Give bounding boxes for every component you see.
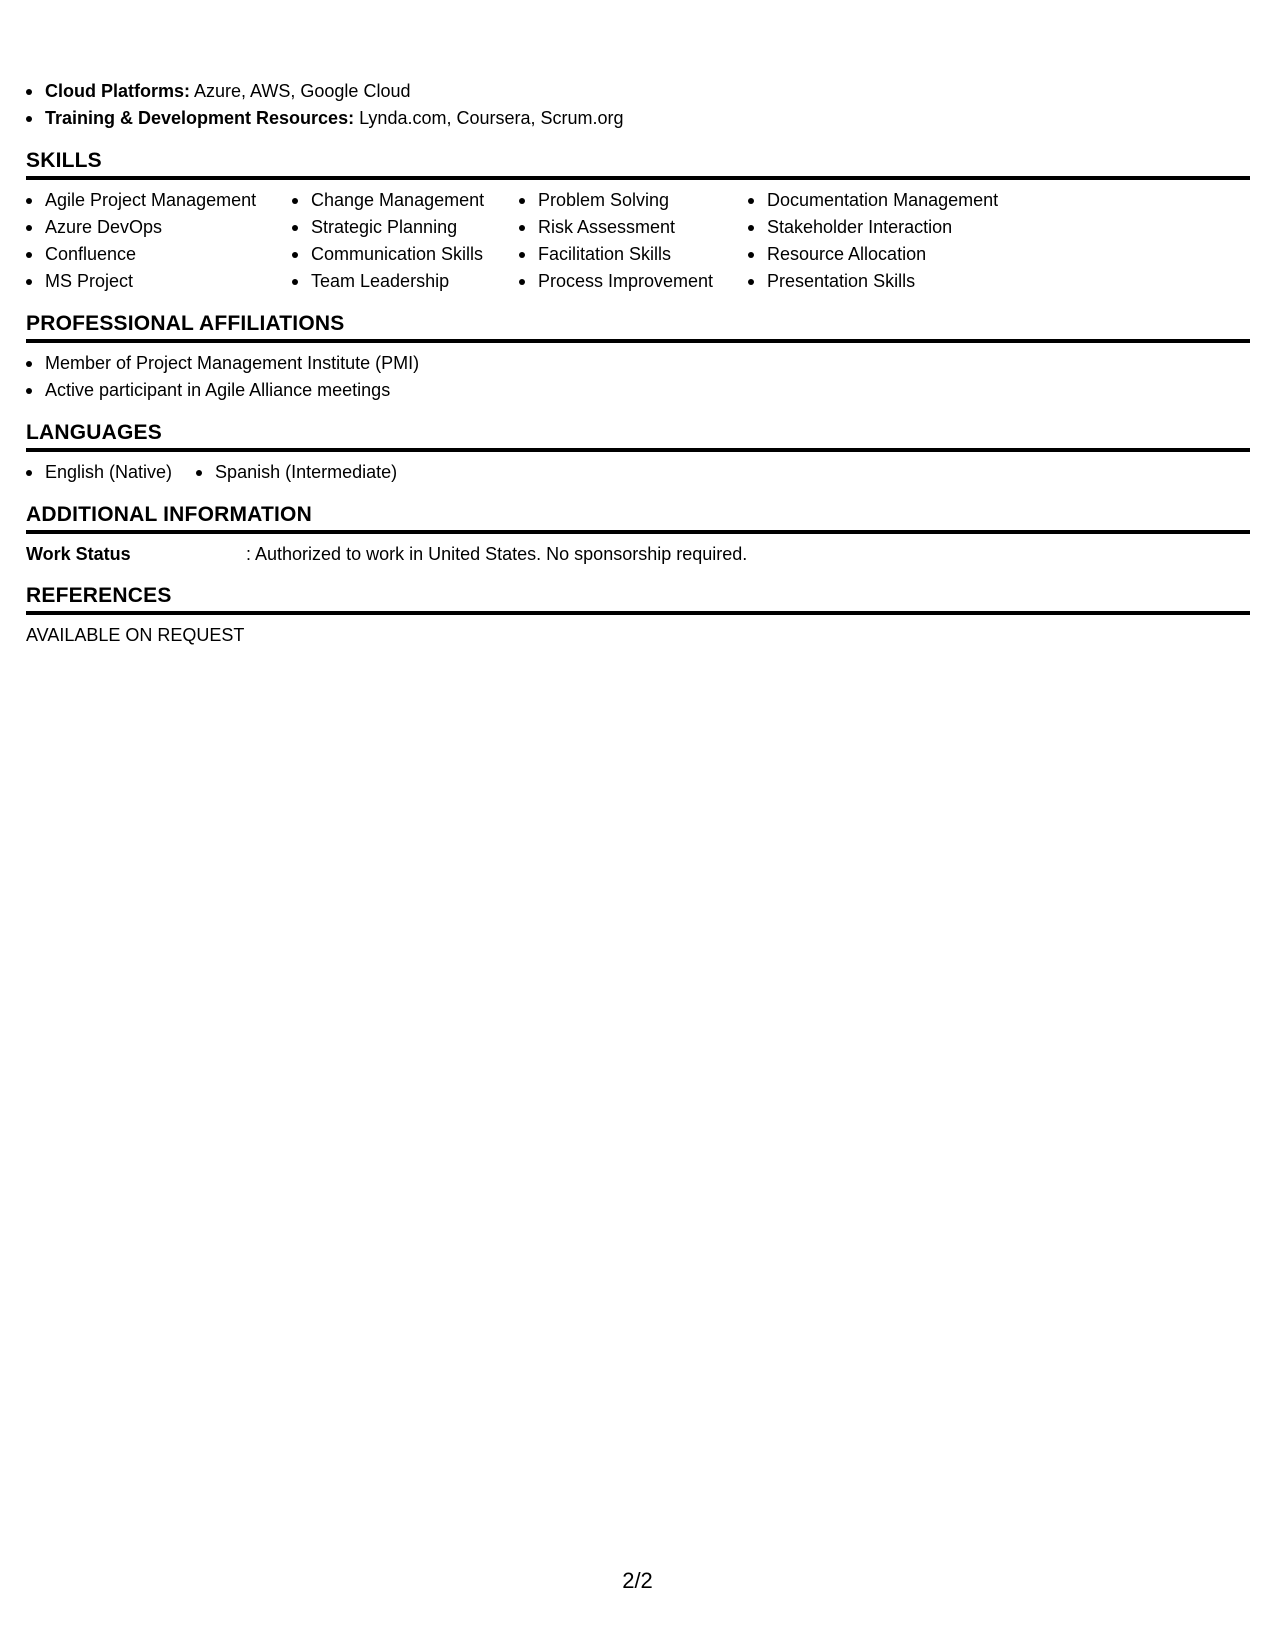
tools-list — [26, 78, 1250, 132]
skills-section — [26, 148, 1250, 295]
work-status-row — [26, 541, 1250, 567]
additional-info-heading: ADDITIONAL INFORMATION — [26, 502, 1250, 534]
skill-item: Facilitation Skills — [519, 241, 748, 268]
skills-column — [748, 187, 1028, 295]
affiliations-list — [26, 350, 1250, 404]
work-status-value: : Authorized to work in United States. No sponsorship required. — [246, 544, 748, 564]
skills-column — [26, 187, 292, 295]
languages-heading: LANGUAGES — [26, 420, 1250, 452]
skill-item: Resource Allocation — [748, 241, 1028, 268]
skills-column — [519, 187, 748, 295]
skill-item: Communication Skills — [292, 241, 519, 268]
additional-info-section — [26, 502, 1250, 567]
skill-item: Strategic Planning — [292, 214, 519, 241]
skill-item: Change Management — [292, 187, 519, 214]
language-item: English (Native) — [26, 459, 172, 486]
resume-page — [26, 78, 1250, 648]
skills-column — [292, 187, 519, 295]
skill-item: Stakeholder Interaction — [748, 214, 1028, 241]
page-number: 2/2 — [622, 1568, 653, 1593]
references-section — [26, 583, 1250, 648]
languages-body — [26, 452, 1250, 486]
skill-item: Confluence — [26, 241, 292, 268]
skill-item: Risk Assessment — [519, 214, 748, 241]
affiliation-item: Member of Project Management Institute (PMI) — [26, 350, 1250, 377]
skills-heading: SKILLS — [26, 148, 1250, 180]
skill-item: Team Leadership — [292, 268, 519, 295]
references-body — [26, 615, 1250, 648]
work-status-label: Work Status — [26, 544, 131, 564]
language-item: Spanish (Intermediate) — [196, 459, 397, 486]
affiliations-body — [26, 343, 1250, 404]
tools-item-label: Training & Development Resources: — [45, 108, 355, 128]
affiliation-item: Active participant in Agile Alliance meetings — [26, 377, 1250, 404]
skill-item: Agile Project Management — [26, 187, 292, 214]
tools-item-training-resources — [26, 105, 1250, 132]
languages-list — [26, 459, 1250, 486]
tools-item-value: Lynda.com, Coursera, Scrum.org — [359, 108, 624, 128]
languages-section — [26, 420, 1250, 486]
references-text: AVAILABLE ON REQUEST — [26, 625, 245, 645]
tools-item-label: Cloud Platforms: — [45, 81, 191, 101]
tools-item-cloud-platforms — [26, 78, 1250, 105]
affiliations-heading: PROFESSIONAL AFFILIATIONS — [26, 311, 1250, 343]
skill-item: MS Project — [26, 268, 292, 295]
additional-info-body — [26, 534, 1250, 567]
affiliations-section — [26, 311, 1250, 404]
references-heading: REFERENCES — [26, 583, 1250, 615]
tools-item-value: Azure, AWS, Google Cloud — [194, 81, 411, 101]
skills-grid — [26, 180, 1250, 295]
skill-item: Process Improvement — [519, 268, 748, 295]
skill-item: Azure DevOps — [26, 214, 292, 241]
skill-item: Documentation Management — [748, 187, 1028, 214]
skill-item: Problem Solving — [519, 187, 748, 214]
skill-item: Presentation Skills — [748, 268, 1028, 295]
